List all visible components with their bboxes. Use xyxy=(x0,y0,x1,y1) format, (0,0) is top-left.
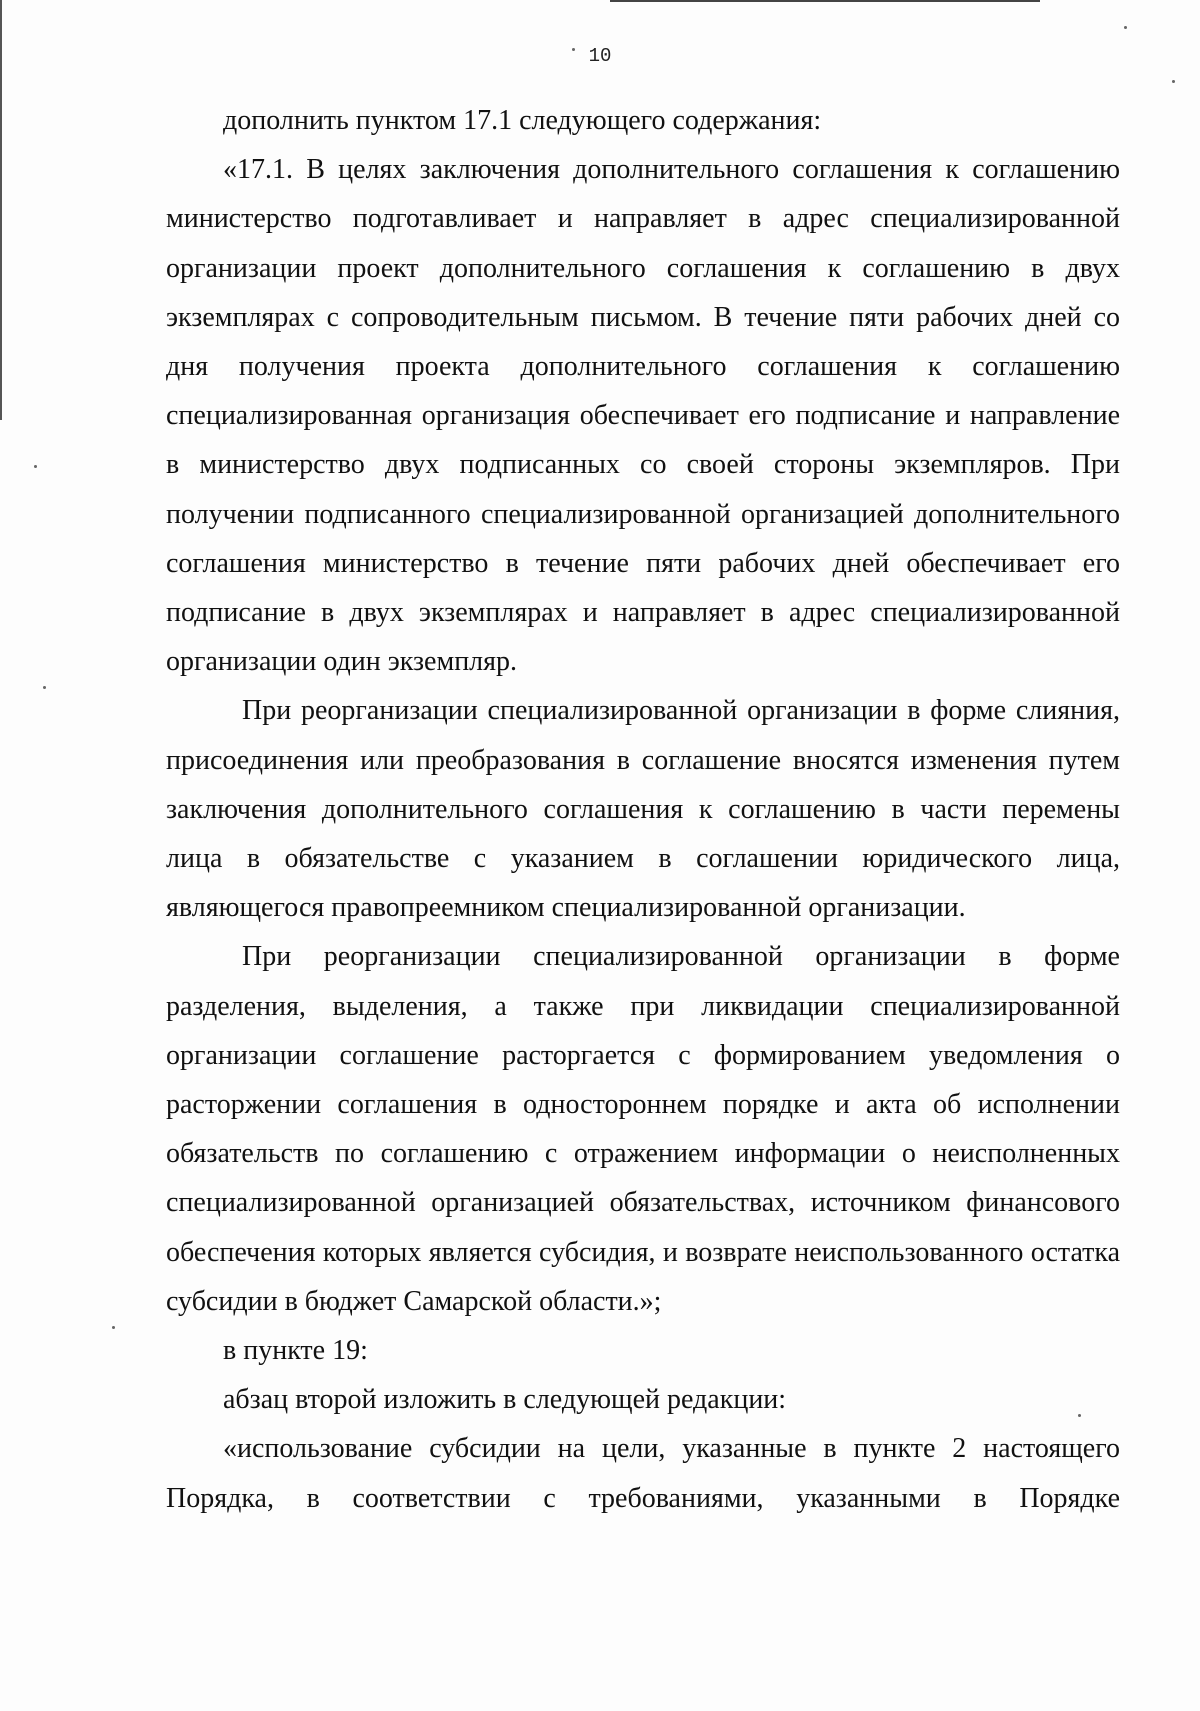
scan-speck xyxy=(112,1326,115,1329)
paragraph-second-abzac: абзац второй изложить в следующей редакции: xyxy=(223,1384,787,1416)
paragraph-intro: дополнить пунктом 17.1 следующего содержания: xyxy=(223,105,822,136)
scan-speck xyxy=(1124,26,1127,29)
scan-speck xyxy=(34,465,37,468)
scan-speck xyxy=(1078,1414,1081,1417)
scan-speck xyxy=(1172,80,1175,83)
page-number: 10 xyxy=(588,45,612,67)
document-body xyxy=(166,96,1120,1523)
paragraph-merger: При реорганизации специализированной организации в форме слияния, присоединения или преобразования в соглашение вносятся изменения путем заключения дополнительного соглашения к соглашению в части перемены лица в обязательстве с указанием в соглашении юридического лица, являющегося правопреемником специализированной организации. xyxy=(166,695,1120,924)
scan-speck xyxy=(43,686,46,689)
paragraph-point-19: в пункте 19: xyxy=(223,1335,368,1367)
paragraph-division: При реорганизации специализированной организации в форме разделения, выделения, а также при ликвидации специализированной организации соглашение расторгается с формированием уведомления о расторжении соглашения в одностороннем порядке и акта об исполнении обязательств по соглашению с отражением информации о неисполненных специализированной организацией обязательствах, источником финансового обеспечения которых является субсидия, и возврате неиспользованного остатка субсидии в бюджет Самарской области.»; xyxy=(166,941,1120,1317)
scan-speck xyxy=(572,48,575,51)
scan-top-edge xyxy=(610,0,1040,2)
paragraph-subsidy-use: «использование субсидии на цели, указанные в пункте 2 настоящего Порядка, в соответствии с требованиями, указанными в Порядке xyxy=(166,1433,1120,1514)
paragraph-17-1: «17.1. В целях заключения дополнительного соглашения к соглашению министерство подготавливает и направляет в адрес специализированной организации проект дополнительного соглашения к соглашению в двух экземплярах с сопроводительным письмом. В течение пяти рабочих дней со дня получения проекта дополнительного соглашения к соглашению специализированная организация обеспечивает его подписание и направление в министерство двух подписанных со своей стороны экземпляров. При получении подписанного специализированной организацией дополнительного соглашения министерство в течение пяти рабочих дней обеспечивает его подписание в двух экземплярах и направляет в адрес специализированной организации один экземпляр. xyxy=(166,154,1120,678)
